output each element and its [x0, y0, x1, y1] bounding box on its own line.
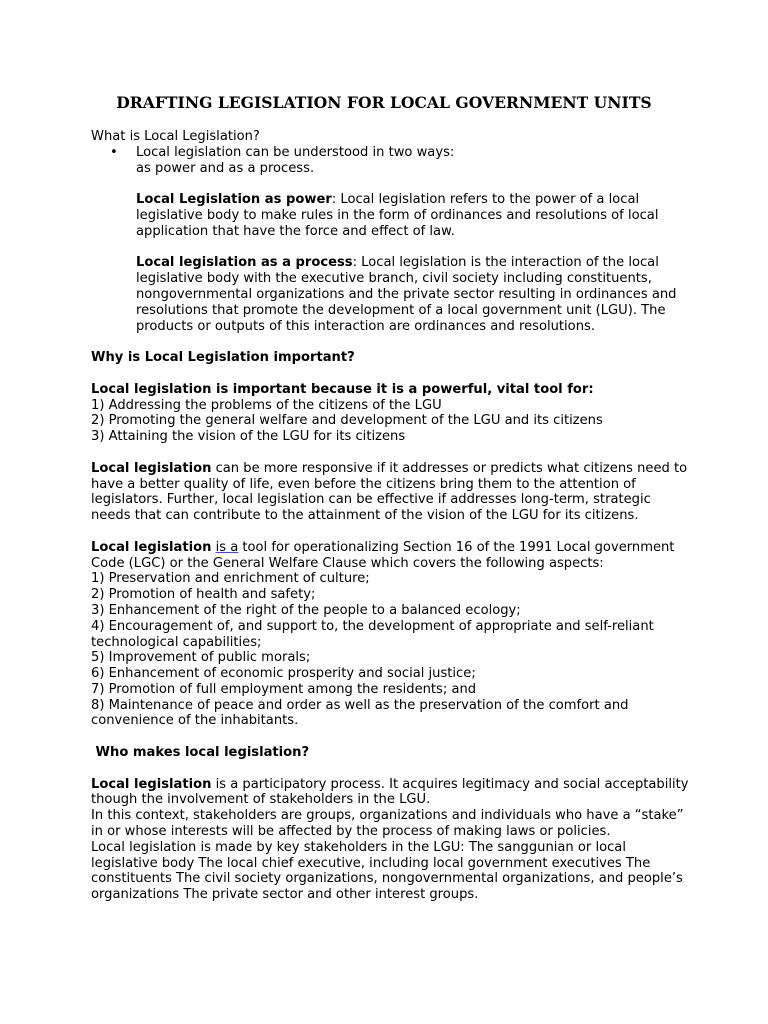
- makers-term: Local legislation: [91, 776, 212, 792]
- responsive-text: can be more responsive if it addresses or predicts what citizens need to have a better quality of life, even before the citizens bring them to the attention of legislators. Further, local legislation can be effective if addresses long-term, strategic needs that can contribute to the attainment of the vision of the LGU for its citizens.: [91, 460, 688, 524]
- power-term: Local Legislation as power: [136, 192, 332, 208]
- importance-list: [91, 398, 691, 445]
- process-text: : Local legislation is the interaction of the local legislative body with the executive branch, civil society including constituents, nongovernmental organizations and the private sector resulting in ordinances and resolutions that promote the development of a local government unit (LGU). The products or outputs of this interaction are ordinances and resolutions.: [136, 255, 677, 334]
- bullet-line-2: as power and as a process.: [136, 160, 315, 176]
- makers-text: is a participatory process. It acquires legitimacy and social acceptability though the involvement of stakeholders in the LGU.: [91, 776, 689, 808]
- question-who-makes: Who makes local legislation?: [91, 745, 310, 761]
- question-why-important: Why is Local Legislation important?: [91, 350, 355, 366]
- list-item: 1) Addressing the problems of the citizens of the LGU: [91, 397, 442, 413]
- list-item: 4) Encouragement of, and support to, the development of appropriate and self-reliant technological capabilities;: [91, 618, 654, 650]
- bullet-icon: •: [110, 144, 118, 160]
- key-stakeholders-paragraph: Local legislation is made by key stakeholders in the LGU: The sanggunian or local legislative body The local chief executive, including local government executives The constituents The civil society organizations, nongovernmental organizations, and people’s organizations The private sector and other interest groups.: [91, 839, 683, 903]
- document-body: [91, 129, 691, 903]
- list-item: 2) Promoting the general welfare and development of the LGU and its citizens: [91, 413, 603, 429]
- list-item: 6) Enhancement of economic prosperity and social justice;: [91, 666, 476, 682]
- process-paragraph: [91, 255, 691, 334]
- power-text: : Local legislation refers to the power of a local legislative body to make rules in the form of ordinances and resolutions of local application that have the force and effect of law.: [136, 192, 659, 239]
- list-item: 3) Enhancement of the right of the people to a balanced ecology;: [91, 602, 521, 618]
- tool-term: Local legislation: [91, 539, 212, 555]
- bullet-line-1: Local legislation can be understood in two ways:: [136, 144, 455, 160]
- bullet-item: [91, 145, 691, 177]
- list-item: 5) Improvement of public morals;: [91, 650, 311, 666]
- list-item: 3) Attaining the vision of the LGU for its citizens: [91, 429, 406, 445]
- power-paragraph: [91, 192, 691, 239]
- list-item: 7) Promotion of full employment among the residents; and: [91, 681, 477, 697]
- process-term: Local legislation as a process: [136, 255, 353, 271]
- aspects-list: [91, 571, 691, 729]
- question-what-is: What is Local Legislation?: [91, 129, 260, 144]
- importance-heading: Local legislation is important because it is a powerful, vital tool for:: [91, 381, 594, 397]
- list-item: 2) Promotion of health and safety;: [91, 587, 316, 603]
- stakeholders-paragraph: In this context, stakeholders are groups, organizations and individuals who have a “stake” in or whose interests will be affected by the process of making laws or policies.: [91, 808, 684, 840]
- responsive-paragraph: [91, 461, 691, 524]
- list-item: 1) Preservation and enrichment of culture;: [91, 571, 370, 587]
- tool-paragraph: [91, 540, 691, 572]
- page-title: DRAFTING LEGISLATION FOR LOCAL GOVERNMENT UNITS: [116, 93, 652, 112]
- list-item: 8) Maintenance of peace and order as well as the preservation of the comfort and convenience of the inhabitants.: [91, 697, 629, 729]
- tool-underlined: is a: [215, 539, 239, 555]
- makers-paragraph: [91, 777, 691, 809]
- tool-text: tool for operationalizing Section 16 of the 1991 Local government Code (LGC) or the General Welfare Clause which covers the following aspects:: [91, 539, 675, 571]
- responsive-term: Local legislation: [91, 460, 212, 476]
